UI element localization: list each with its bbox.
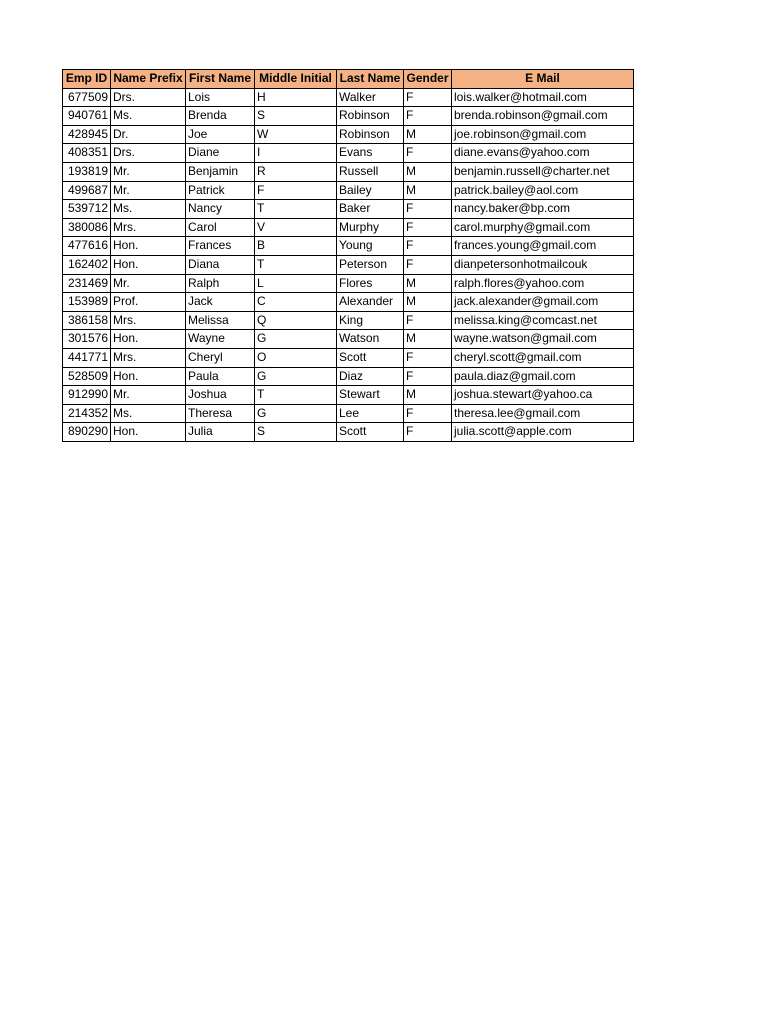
name-prefix-cell[interactable]: Drs. <box>111 88 186 107</box>
middle-initial-cell[interactable]: G <box>255 330 337 349</box>
email-cell[interactable]: lois.walker@hotmail.com <box>452 88 634 107</box>
name-prefix-cell[interactable]: Mr. <box>111 181 186 200</box>
email-cell[interactable]: brenda.robinson@gmail.com <box>452 107 634 126</box>
header-emp-id[interactable]: Emp ID <box>63 70 111 89</box>
middle-initial-cell[interactable]: T <box>255 200 337 219</box>
name-prefix-cell[interactable]: Ms. <box>111 404 186 423</box>
name-prefix-cell[interactable]: Hon. <box>111 367 186 386</box>
email-cell[interactable]: cheryl.scott@gmail.com <box>452 348 634 367</box>
first-name-cell[interactable]: Diana <box>186 255 255 274</box>
last-name-cell[interactable]: Young <box>337 237 404 256</box>
table-row <box>63 162 634 181</box>
gender-cell[interactable]: M <box>404 293 452 312</box>
middle-initial-cell[interactable]: V <box>255 218 337 237</box>
table-row <box>63 144 634 163</box>
first-name-cell[interactable]: Benjamin <box>186 162 255 181</box>
first-name-cell[interactable]: Paula <box>186 367 255 386</box>
gender-cell[interactable]: F <box>404 311 452 330</box>
name-prefix-cell[interactable]: Mrs. <box>111 348 186 367</box>
header-name-prefix[interactable]: Name Prefix <box>111 70 186 89</box>
first-name-cell[interactable]: Diane <box>186 144 255 163</box>
gender-cell[interactable]: M <box>404 125 452 144</box>
first-name-cell[interactable]: Julia <box>186 423 255 442</box>
gender-cell[interactable]: F <box>404 144 452 163</box>
header-row <box>63 70 634 89</box>
last-name-cell[interactable]: Peterson <box>337 255 404 274</box>
middle-initial-cell[interactable]: C <box>255 293 337 312</box>
last-name-cell[interactable]: Walker <box>337 88 404 107</box>
last-name-cell[interactable]: Flores <box>337 274 404 293</box>
emp-id-cell[interactable]: 499687 <box>63 181 111 200</box>
header-middle-initial[interactable]: Middle Initial <box>255 70 337 89</box>
name-prefix-cell[interactable]: Dr. <box>111 125 186 144</box>
emp-id-cell[interactable]: 386158 <box>63 311 111 330</box>
header-gender[interactable]: Gender <box>404 70 452 89</box>
last-name-cell[interactable]: Scott <box>337 423 404 442</box>
email-cell[interactable]: diane.evans@yahoo.com <box>452 144 634 163</box>
emp-id-cell[interactable]: 380086 <box>63 218 111 237</box>
emp-id-cell[interactable]: 162402 <box>63 255 111 274</box>
name-prefix-cell[interactable]: Mr. <box>111 162 186 181</box>
middle-initial-cell[interactable]: Q <box>255 311 337 330</box>
emp-id-cell[interactable]: 408351 <box>63 144 111 163</box>
last-name-cell[interactable]: Russell <box>337 162 404 181</box>
gender-cell[interactable]: M <box>404 330 452 349</box>
emp-id-cell[interactable]: 153989 <box>63 293 111 312</box>
first-name-cell[interactable]: Cheryl <box>186 348 255 367</box>
emp-id-cell[interactable]: 428945 <box>63 125 111 144</box>
middle-initial-cell[interactable]: R <box>255 162 337 181</box>
table-row <box>63 367 634 386</box>
gender-cell[interactable]: F <box>404 218 452 237</box>
name-prefix-cell[interactable]: Hon. <box>111 237 186 256</box>
gender-cell[interactable]: M <box>404 181 452 200</box>
gender-cell[interactable]: F <box>404 200 452 219</box>
table-row <box>63 274 634 293</box>
first-name-cell[interactable]: Brenda <box>186 107 255 126</box>
header-first-name[interactable]: First Name <box>186 70 255 89</box>
last-name-cell[interactable]: Diaz <box>337 367 404 386</box>
name-prefix-cell[interactable]: Drs. <box>111 144 186 163</box>
email-cell[interactable]: theresa.lee@gmail.com <box>452 404 634 423</box>
email-cell[interactable]: nancy.baker@bp.com <box>452 200 634 219</box>
gender-cell[interactable]: M <box>404 162 452 181</box>
email-cell[interactable]: frances.young@gmail.com <box>452 237 634 256</box>
first-name-cell[interactable]: Melissa <box>186 311 255 330</box>
gender-cell[interactable]: F <box>404 107 452 126</box>
table-row <box>63 125 634 144</box>
table-row <box>63 255 634 274</box>
table-row <box>63 293 634 312</box>
emp-id-cell[interactable]: 528509 <box>63 367 111 386</box>
middle-initial-cell[interactable]: G <box>255 367 337 386</box>
email-cell[interactable]: wayne.watson@gmail.com <box>452 330 634 349</box>
middle-initial-cell[interactable]: W <box>255 125 337 144</box>
emp-id-cell[interactable]: 539712 <box>63 200 111 219</box>
table-row <box>63 330 634 349</box>
middle-initial-cell[interactable]: F <box>255 181 337 200</box>
emp-id-cell[interactable]: 441771 <box>63 348 111 367</box>
email-cell[interactable]: jack.alexander@gmail.com <box>452 293 634 312</box>
emp-id-cell[interactable]: 912990 <box>63 386 111 405</box>
table-row <box>63 88 634 107</box>
middle-initial-cell[interactable]: O <box>255 348 337 367</box>
last-name-cell[interactable]: Murphy <box>337 218 404 237</box>
first-name-cell[interactable]: Ralph <box>186 274 255 293</box>
middle-initial-cell[interactable]: T <box>255 255 337 274</box>
middle-initial-cell[interactable]: B <box>255 237 337 256</box>
last-name-cell[interactable]: Robinson <box>337 107 404 126</box>
name-prefix-cell[interactable]: Prof. <box>111 293 186 312</box>
table-row <box>63 404 634 423</box>
last-name-cell[interactable]: Lee <box>337 404 404 423</box>
first-name-cell[interactable]: Frances <box>186 237 255 256</box>
table-row <box>63 348 634 367</box>
email-cell[interactable]: ralph.flores@yahoo.com <box>452 274 634 293</box>
last-name-cell[interactable]: Stewart <box>337 386 404 405</box>
email-cell[interactable]: paula.diaz@gmail.com <box>452 367 634 386</box>
table-row <box>63 200 634 219</box>
last-name-cell[interactable]: King <box>337 311 404 330</box>
emp-id-cell[interactable]: 477616 <box>63 237 111 256</box>
table-body <box>63 88 634 441</box>
email-cell[interactable]: julia.scott@apple.com <box>452 423 634 442</box>
email-cell[interactable]: melissa.king@comcast.net <box>452 311 634 330</box>
gender-cell[interactable]: F <box>404 255 452 274</box>
table-row <box>63 311 634 330</box>
name-prefix-cell[interactable]: Hon. <box>111 255 186 274</box>
name-prefix-cell[interactable]: Ms. <box>111 107 186 126</box>
gender-cell[interactable]: M <box>404 274 452 293</box>
first-name-cell[interactable]: Patrick <box>186 181 255 200</box>
middle-initial-cell[interactable]: T <box>255 386 337 405</box>
first-name-cell[interactable]: Joe <box>186 125 255 144</box>
name-prefix-cell[interactable]: Hon. <box>111 330 186 349</box>
header-email[interactable]: E Mail <box>452 70 634 89</box>
last-name-cell[interactable]: Scott <box>337 348 404 367</box>
name-prefix-cell[interactable]: Mr. <box>111 386 186 405</box>
gender-cell[interactable]: M <box>404 386 452 405</box>
middle-initial-cell[interactable]: G <box>255 404 337 423</box>
employee-table <box>62 69 634 442</box>
last-name-cell[interactable]: Baker <box>337 200 404 219</box>
email-cell[interactable]: dianpetersonhotmailcouk <box>452 255 634 274</box>
emp-id-cell[interactable]: 940761 <box>63 107 111 126</box>
first-name-cell[interactable]: Jack <box>186 293 255 312</box>
name-prefix-cell[interactable]: Ms. <box>111 200 186 219</box>
table-row <box>63 107 634 126</box>
gender-cell[interactable]: F <box>404 237 452 256</box>
middle-initial-cell[interactable]: H <box>255 88 337 107</box>
emp-id-cell[interactable]: 677509 <box>63 88 111 107</box>
gender-cell[interactable]: F <box>404 423 452 442</box>
first-name-cell[interactable]: Joshua <box>186 386 255 405</box>
email-cell[interactable]: carol.murphy@gmail.com <box>452 218 634 237</box>
table-row <box>63 386 634 405</box>
table-row <box>63 423 634 442</box>
email-cell[interactable]: patrick.bailey@aol.com <box>452 181 634 200</box>
last-name-cell[interactable]: Evans <box>337 144 404 163</box>
first-name-cell[interactable]: Theresa <box>186 404 255 423</box>
emp-id-cell[interactable]: 301576 <box>63 330 111 349</box>
emp-id-cell[interactable]: 193819 <box>63 162 111 181</box>
gender-cell[interactable]: F <box>404 348 452 367</box>
emp-id-cell[interactable]: 231469 <box>63 274 111 293</box>
gender-cell[interactable]: F <box>404 88 452 107</box>
gender-cell[interactable]: F <box>404 367 452 386</box>
table-row <box>63 181 634 200</box>
email-cell[interactable]: joshua.stewart@yahoo.ca <box>452 386 634 405</box>
middle-initial-cell[interactable]: S <box>255 107 337 126</box>
last-name-cell[interactable]: Alexander <box>337 293 404 312</box>
first-name-cell[interactable]: Lois <box>186 88 255 107</box>
last-name-cell[interactable]: Bailey <box>337 181 404 200</box>
first-name-cell[interactable]: Carol <box>186 218 255 237</box>
gender-cell[interactable]: F <box>404 404 452 423</box>
name-prefix-cell[interactable]: Hon. <box>111 423 186 442</box>
first-name-cell[interactable]: Wayne <box>186 330 255 349</box>
first-name-cell[interactable]: Nancy <box>186 200 255 219</box>
name-prefix-cell[interactable]: Mrs. <box>111 311 186 330</box>
name-prefix-cell[interactable]: Mrs. <box>111 218 186 237</box>
name-prefix-cell[interactable]: Mr. <box>111 274 186 293</box>
email-cell[interactable]: benjamin.russell@charter.net <box>452 162 634 181</box>
last-name-cell[interactable]: Robinson <box>337 125 404 144</box>
emp-id-cell[interactable]: 890290 <box>63 423 111 442</box>
last-name-cell[interactable]: Watson <box>337 330 404 349</box>
middle-initial-cell[interactable]: L <box>255 274 337 293</box>
middle-initial-cell[interactable]: I <box>255 144 337 163</box>
emp-id-cell[interactable]: 214352 <box>63 404 111 423</box>
email-cell[interactable]: joe.robinson@gmail.com <box>452 125 634 144</box>
table-row <box>63 218 634 237</box>
header-last-name[interactable]: Last Name <box>337 70 404 89</box>
middle-initial-cell[interactable]: S <box>255 423 337 442</box>
table-row <box>63 237 634 256</box>
